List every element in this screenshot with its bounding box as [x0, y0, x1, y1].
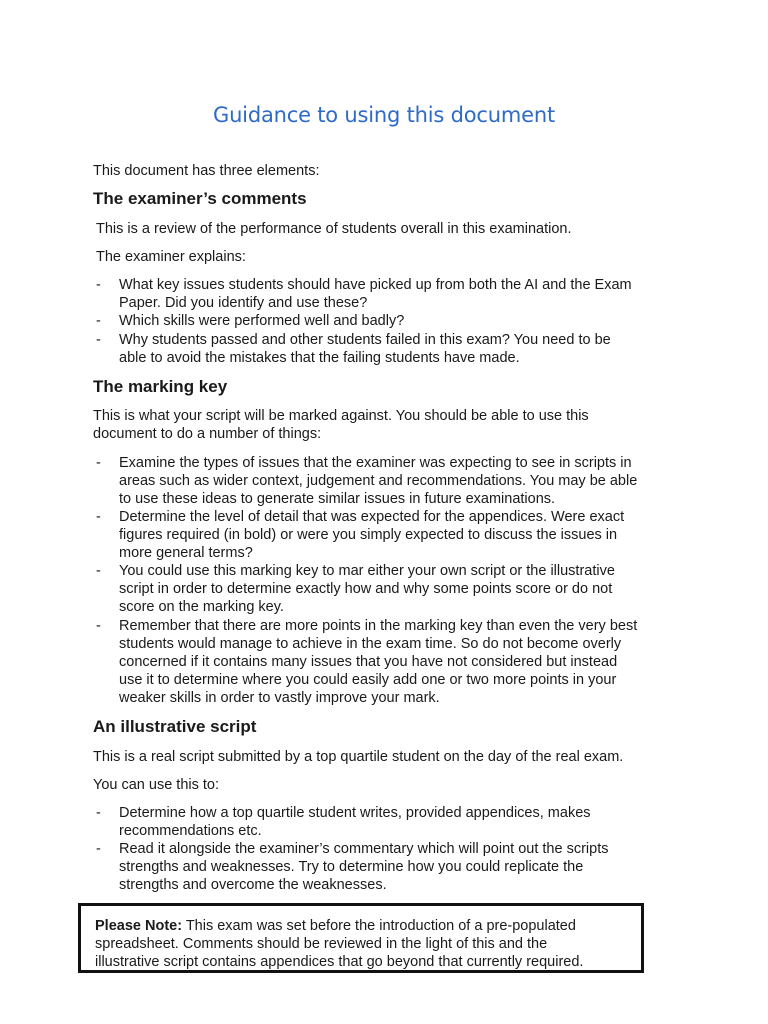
bullet-dash: -: [96, 618, 101, 634]
note-label: Please Note:: [95, 918, 183, 934]
list-item-line: Which skills were performed well and badly?: [119, 313, 405, 329]
list-item-line: Remember that there are more points in the marking key than even the very best: [119, 618, 638, 634]
script-paragraph-2: You can use this to:: [93, 777, 220, 793]
list-item-line: figures required (in bold) or were you simply expected to discuss the issues in: [119, 527, 618, 543]
list-item: [93, 840, 683, 894]
list-item: [93, 312, 683, 330]
list-item-line: You could use this marking key to mar either your own script or the illustrative: [119, 563, 615, 579]
note-line-2: spreadsheet. Comments should be reviewed in the light of this and the: [95, 936, 548, 952]
note-line-3: illustrative script contains appendices that go beyond that currently required.: [95, 954, 584, 970]
list-item-line: strengths and weaknesses. Try to determine how you could replicate the: [119, 859, 584, 875]
list-item-line: recommendations etc.: [119, 823, 262, 839]
list-item-line: more general terms?: [119, 545, 253, 561]
list-item-line: students would manage to achieve in the exam time. So do not become overly: [119, 636, 622, 652]
list-item: [93, 804, 683, 840]
bullet-dash: -: [96, 563, 101, 579]
script-heading: An illustrative script: [93, 717, 257, 736]
list-item-line: Paper. Did you identify and use these?: [119, 295, 368, 311]
list-item: [93, 617, 683, 707]
bullet-dash: -: [96, 277, 101, 293]
bullet-dash: -: [96, 805, 101, 821]
list-item-line: score on the marking key.: [119, 599, 284, 615]
list-item: [93, 454, 683, 508]
bullet-dash: -: [96, 509, 101, 525]
list-item: [93, 562, 683, 616]
bullet-dash: -: [96, 313, 101, 329]
examiner-heading: The examiner’s comments: [93, 189, 307, 208]
examiner-paragraph-2: The examiner explains:: [96, 249, 246, 265]
marking-paragraph-line-1: This is what your script will be marked against. You should be able to use this: [93, 408, 589, 424]
intro-text: This document has three elements:: [93, 163, 320, 179]
list-item-line: Determine the level of detail that was expected for the appendices. Were exact: [119, 509, 625, 525]
list-item: [93, 508, 683, 562]
list-item-line: use it to determine where you could easily add one or two more points in your: [119, 672, 617, 688]
list-item: [93, 276, 683, 312]
list-item-line: to use these ideas to generate similar issues in future examinations.: [119, 491, 556, 507]
marking-heading: The marking key: [93, 377, 228, 396]
list-item-line: Why students passed and other students failed in this exam? You need to be: [119, 332, 611, 348]
list-item-line: Read it alongside the examiner’s commentary which will point out the scripts: [119, 841, 609, 857]
list-item-line: areas such as wider context, judgement and recommendations. You may be able: [119, 473, 638, 489]
list-item-line: Determine how a top quartile student writes, provided appendices, makes: [119, 805, 591, 821]
list-item: [93, 331, 683, 367]
note-line-1-text: This exam was set before the introduction of a pre-populated: [182, 918, 576, 934]
list-item-line: able to avoid the mistakes that the failing students have made.: [119, 350, 520, 366]
examiner-paragraph-1: This is a review of the performance of students overall in this examination.: [96, 221, 572, 237]
script-paragraph-1: This is a real script submitted by a top quartile student on the day of the real exam.: [93, 749, 624, 765]
list-item-line: Examine the types of issues that the examiner was expecting to see in scripts in: [119, 455, 632, 471]
page-title: Guidance to using this document: [213, 103, 555, 127]
list-item-line: concerned if it contains many issues that you have not considered but instead: [119, 654, 618, 670]
note-line-1: [95, 917, 576, 935]
list-item-line: script in order to determine exactly how and why some points score or do not: [119, 581, 613, 597]
bullet-dash: -: [96, 841, 101, 857]
list-item-line: weaker skills in order to vastly improve your mark.: [119, 690, 440, 706]
marking-paragraph-line-2: document to do a number of things:: [93, 426, 322, 442]
bullet-dash: -: [96, 455, 101, 471]
list-item-line: strengths and overcome the weaknesses.: [119, 877, 387, 893]
bullet-dash: -: [96, 332, 101, 348]
list-item-line: What key issues students should have picked up from both the AI and the Exam: [119, 277, 632, 293]
